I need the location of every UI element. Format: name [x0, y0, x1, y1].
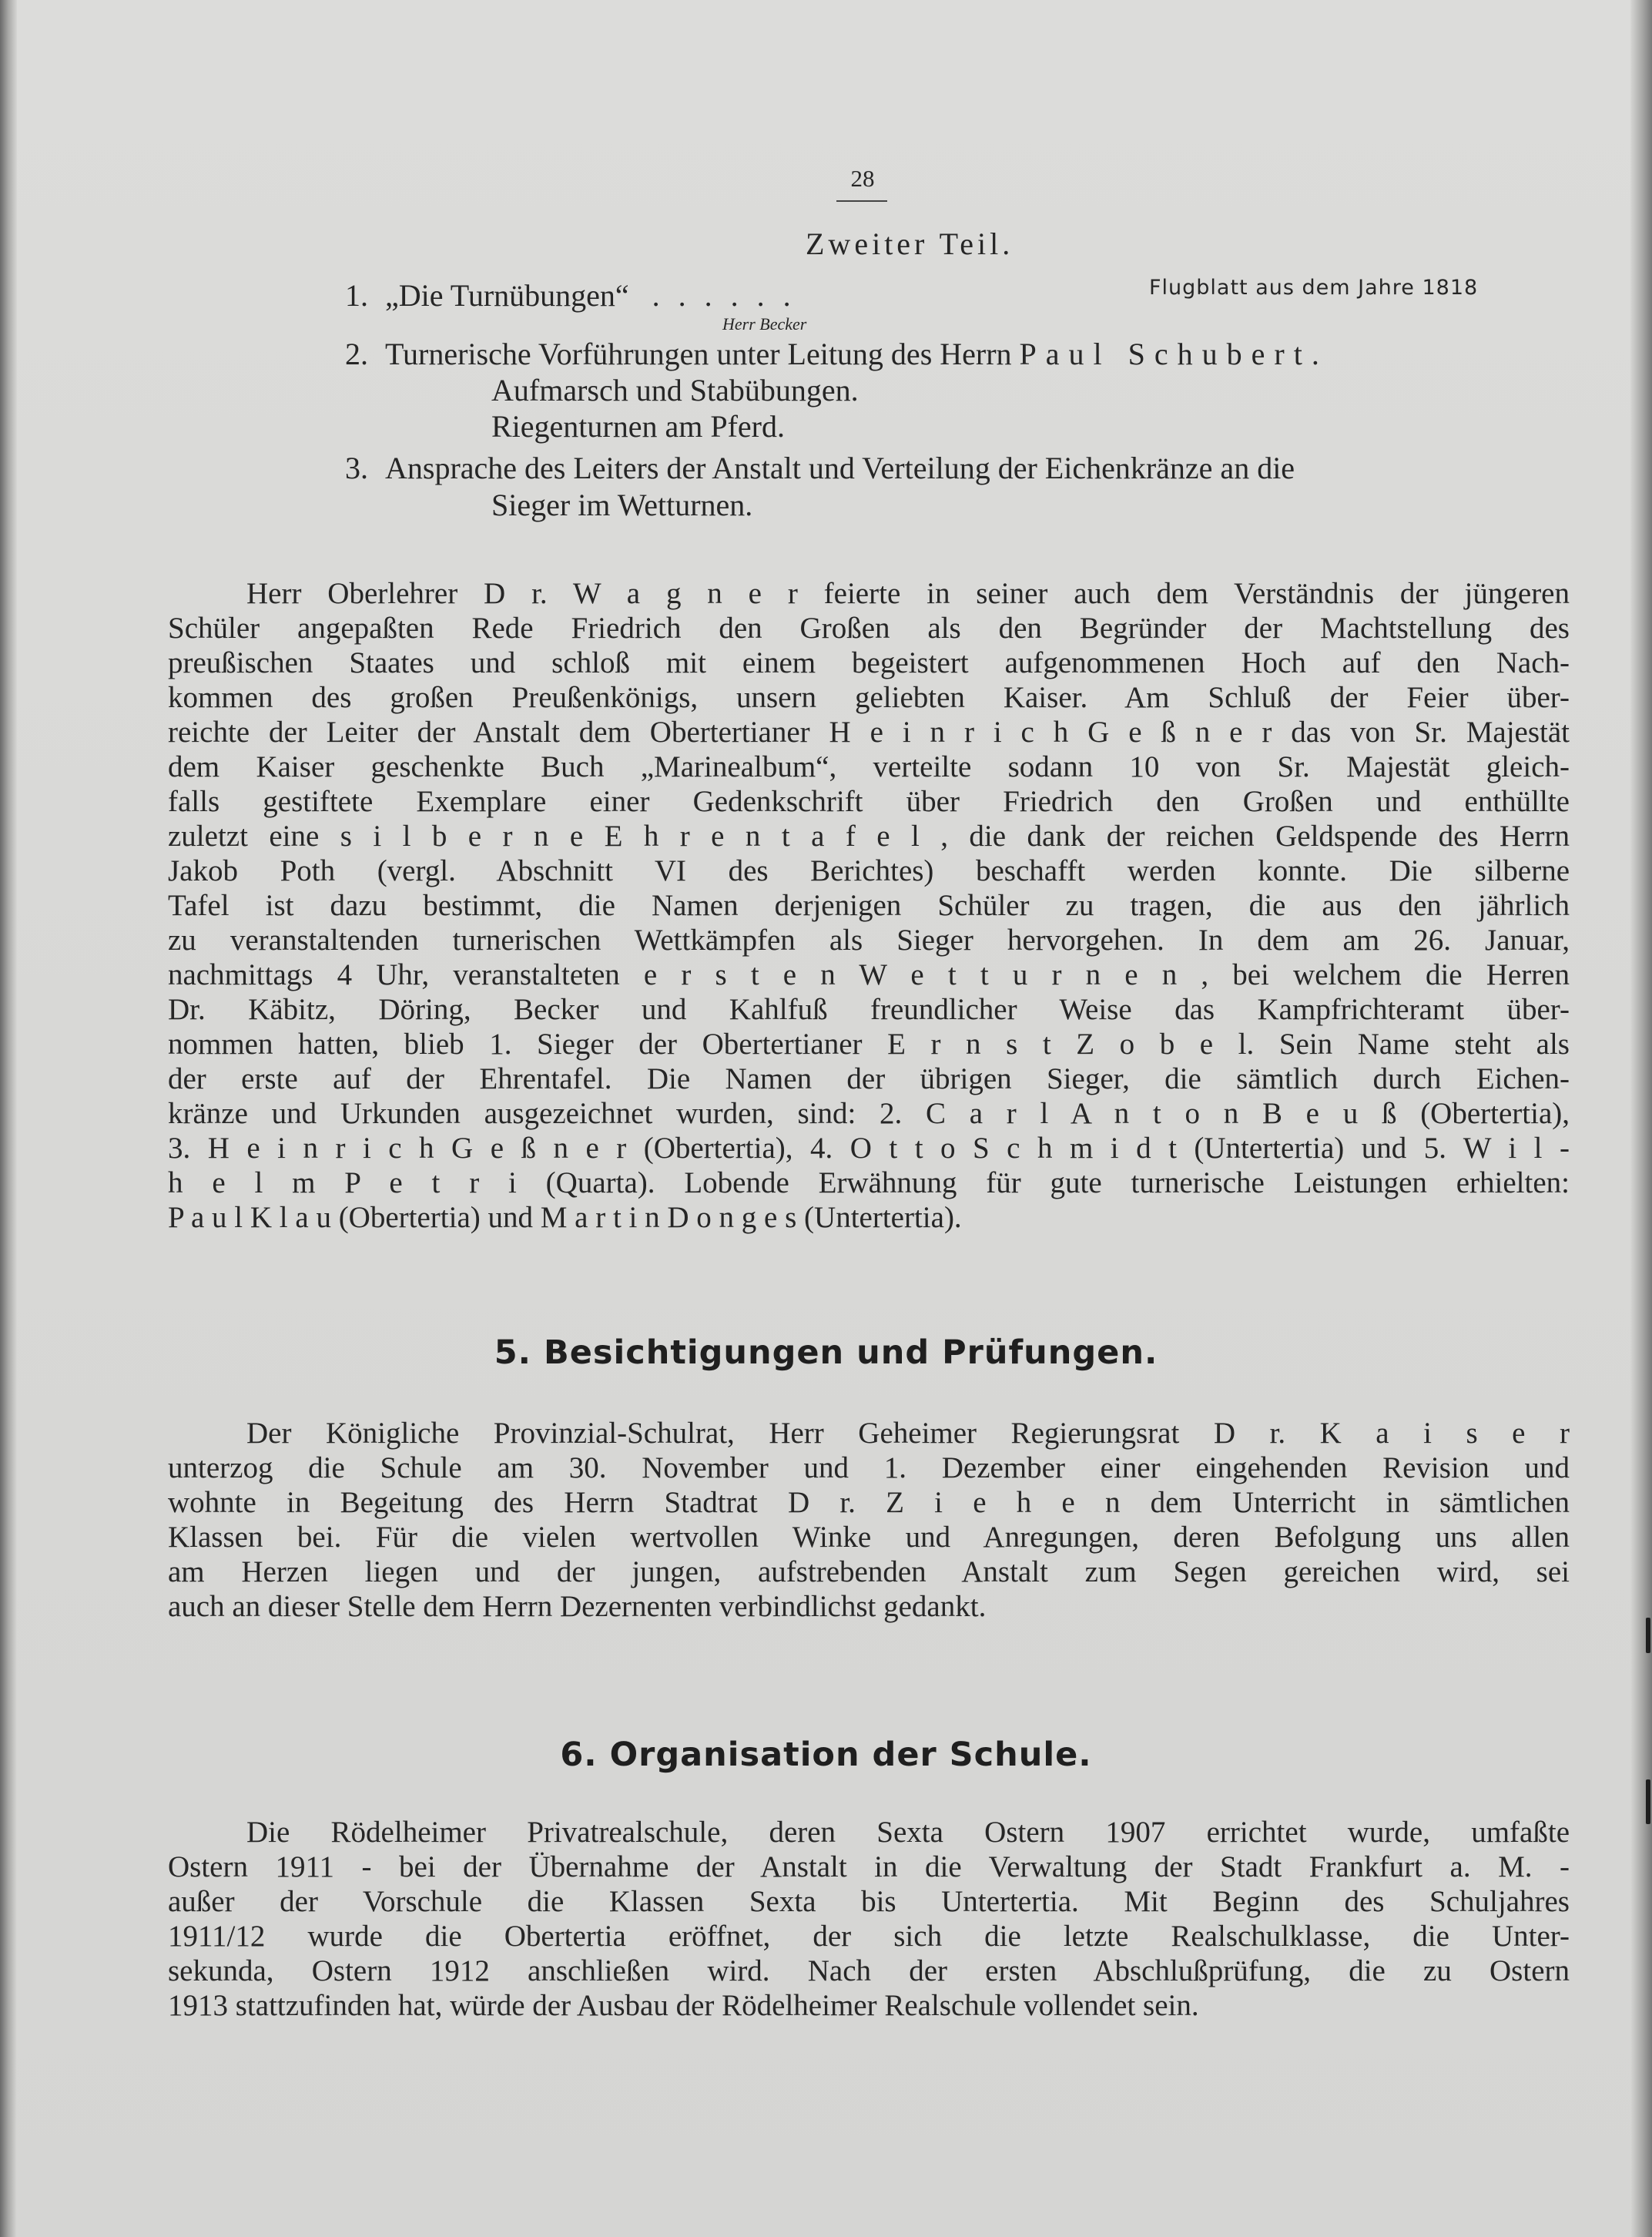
text-line: 1911/12 wurde die Obertertia eröffnet, der sich die letzte Realschulklasse, die Unter- [168, 1920, 1570, 1953]
text-line: Dr. Käbitz, Döring, Becker und Kahlfuß freundlicher Weise das Kampfrichteramt über- [168, 993, 1570, 1026]
text-line: Klassen bei. Für die vielen wertvollen Winke und Anregungen, deren Befolgung uns allen [168, 1521, 1570, 1554]
text-line: Schüler angepaßten Rede Friedrich den Großen als den Begründer der Machtstellung des [168, 612, 1570, 645]
leader-name: Paul Schubert. [1019, 337, 1329, 371]
text-line: unterzog die Schule am 30. November und 1. Dezember einer eingehenden Revision und [168, 1451, 1570, 1484]
item-text: Turnerische Vorführungen unter Leitung des Herrn [385, 337, 1012, 371]
program-item-2-sub-2: Riegenturnen am Pferd. [491, 409, 785, 444]
leader-dots: ...... [652, 278, 809, 313]
text-line: nommen hatten, blieb 1. Sieger der Obertertianer E r n s t Z o b e l. Sein Name steht als [168, 1028, 1570, 1061]
text-line: außer der Vorschule die Klassen Sexta bis Untertertia. Mit Beginn des Schuljahres [168, 1885, 1570, 1918]
text-line: zuletzt eine s i l b e r n e E h r e n t a f e l , die dank der reichen Geldspende des Herrn [168, 820, 1570, 853]
text-line: Herr Oberlehrer D r. W a g n e r feierte in seiner auch dem Verständnis der jüngeren [246, 577, 1570, 610]
text-line: Tafel ist dazu bestimmt, die Namen derjenigen Schüler zu tragen, die aus den jährlich [168, 889, 1570, 922]
text-line: kommen des großen Preußenkönigs, unsern geliebten Kaiser. Am Schluß der Feier über- [168, 681, 1570, 714]
paragraph-inspection [168, 1416, 1570, 1624]
handwritten-note: Herr Becker [722, 314, 807, 334]
text-line: 3. H e i n r i c h G e ß n e r (Obertertia), 4. O t t o S c h m i d t (Untertertia) und 5. W i l - [168, 1132, 1570, 1165]
text-line: der erste auf der Ehrentafel. Die Namen der übrigen Sieger, die sämtlich durch Eichen- [168, 1062, 1570, 1095]
page-edge-left [0, 0, 17, 2237]
item-title: „Die Turnübungen“ [385, 278, 629, 313]
text-line: sekunda, Ostern 1912 anschließen wird. Nach der ersten Abschlußprüfung, die zu Ostern [168, 1954, 1570, 1987]
text-line: nachmittags 4 Uhr, veranstalteten e r s t e n W e t t u r n e n , bei welchem die Herren [168, 958, 1570, 991]
text-line: Ostern 1911 - bei der Übernahme der Anstalt in die Verwaltung der Stadt Frankfurt a. M. - [168, 1850, 1570, 1883]
page-number-rule [836, 200, 887, 202]
binding-mark [1646, 1779, 1650, 1824]
program-item-2-sub-1: Aufmarsch und Stabübungen. [491, 373, 859, 407]
item-text: Ansprache des Leiters der Anstalt und Verteilung der Eichenkränze an die [385, 451, 1295, 485]
text-line: falls gestiftete Exemplare einer Gedenkschrift über Friedrich den Großen und enthüllte [168, 785, 1570, 818]
program-item-1 [345, 277, 809, 314]
text-line: am Herzen liegen und der jungen, aufstrebenden Anstalt zum Segen gereichen wird, sei [168, 1555, 1570, 1588]
page-edge-right [1630, 0, 1652, 2237]
text-line: P a u l K l a u (Obertertia) und M a r t i n D o n g e s (Untertertia). [168, 1201, 962, 1234]
text-line: preußischen Staates und schloß mit einem begeistert aufgenommenen Hoch auf den Nach- [168, 646, 1570, 679]
text-line: wohnte in Begeitung des Herrn Stadtrat D r. Z i e h e n dem Unterricht in sämtlichen [168, 1486, 1570, 1519]
item-source: Flugblatt aus dem Jahre 1818 [1149, 276, 1479, 300]
item-number: 3. [345, 451, 368, 485]
paragraph-organisation [168, 1815, 1570, 2023]
page-number: 28 [850, 165, 875, 192]
text-line: reichte der Leiter der Anstalt dem Obertertianer H e i n r i c h G e ß n e r das von Sr. Majestät [168, 716, 1570, 749]
item-number: 2. [345, 337, 368, 371]
text-line: dem Kaiser geschenkte Buch „Marinealbum“, verteilte sodann 10 von Sr. Majestät gleich- [168, 750, 1570, 783]
binding-mark [1646, 1618, 1650, 1653]
section-5-heading: 5. Besichtigungen und Prüfungen. [494, 1333, 1158, 1372]
item-number: 1. [345, 278, 368, 313]
program-item-2 [345, 336, 1329, 372]
text-line: Jakob Poth (vergl. Abschnitt VI des Berichtes) beschafft werden konnte. Die silberne [168, 854, 1570, 887]
paragraph-celebration [168, 576, 1570, 1235]
part-heading: Zweiter Teil. [806, 226, 1014, 261]
text-line: Der Königliche Provinzial-Schulrat, Herr Geheimer Regierungsrat D r. K a i s e r [246, 1417, 1570, 1450]
text-line: h e l m P e t r i (Quarta). Lobende Erwähnung für gute turnerische Leistungen erhielten: [168, 1166, 1570, 1199]
text-line: kränze und Urkunden ausgezeichnet wurden, sind: 2. C a r l A n t o n B e u ß (Obertertia), [168, 1097, 1570, 1130]
section-6-heading: 6. Organisation der Schule. [560, 1736, 1092, 1774]
text-line: zu veranstaltenden turnerischen Wettkämpfen als Sieger hervorgehen. In dem am 26. Januar, [168, 924, 1570, 957]
program-item-3-line-2: Sieger im Wetturnen. [491, 488, 753, 522]
text-line: auch an dieser Stelle dem Herrn Dezernenten verbindlichst gedankt. [168, 1590, 987, 1623]
text-line: 1913 stattzufinden hat, würde der Ausbau der Rödelheimer Realschule vollendet sein. [168, 1989, 1199, 2022]
program-item-3 [345, 450, 1295, 486]
text-line: Die Rödelheimer Privatrealschule, deren Sexta Ostern 1907 errichtet wurde, umfaßte [246, 1816, 1570, 1849]
